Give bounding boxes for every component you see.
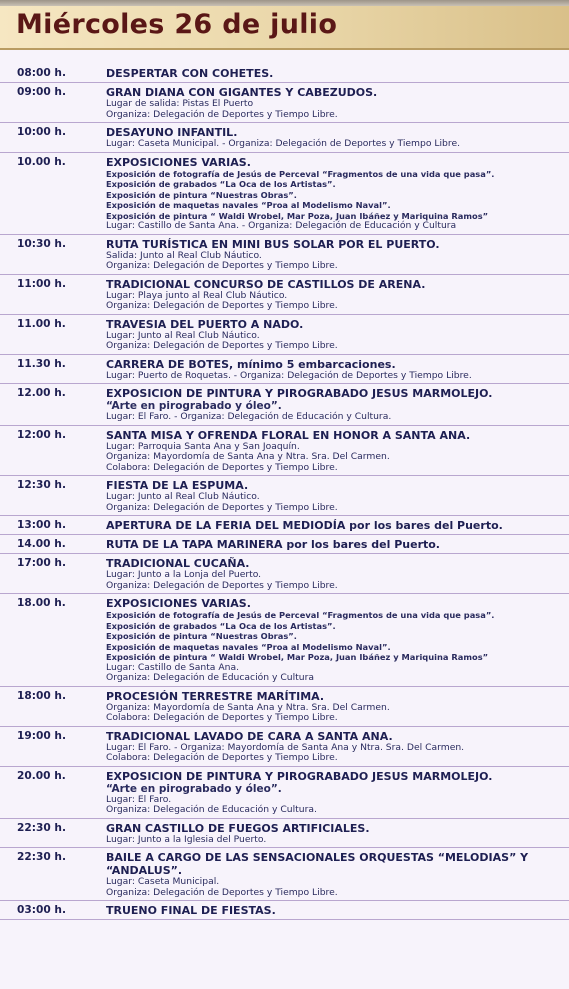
event-detail-line: Lugar: Junto al Real Club Náutico.	[106, 491, 260, 502]
event-content	[106, 156, 569, 232]
event-content	[106, 387, 569, 423]
event-row	[0, 426, 569, 477]
event-row	[0, 153, 569, 235]
event-title: BAILE A CARGO DE LAS SENSACIONALES ORQUESTAS “MELODIAS” Y “ANDALUS”.	[106, 851, 529, 877]
event-row	[0, 819, 569, 849]
event-detail-line: Exposición de grabados “La Oca de los Artistas”.	[106, 179, 336, 189]
event-detail-line: Exposición de pintura “Nuestras Obras”.	[106, 189, 297, 200]
event-detail-line: Lugar: El Faro. - Organiza: Mayordomía de Santa Ana y Ntra. Sra. Del Carmen.	[106, 741, 465, 753]
event-detail-line: “Arte en pirograbado y óleo”.	[106, 782, 282, 795]
event-row	[0, 727, 569, 767]
event-detail-line: Exposición de grabados “La Oca de los Artistas”.	[106, 620, 336, 631]
event-detail-line: Lugar: Castillo de Santa Ana. - Organiza: Delegación de Educación y Cultura	[106, 220, 457, 231]
event-content	[106, 822, 569, 846]
event-title: TRADICIONAL CUCAÑA.	[106, 557, 250, 570]
event-row	[0, 275, 569, 315]
event-detail-line: Exposición de fotografía de Jesús de Perceval “Fragmentos de una vida que pasa”.	[106, 168, 495, 179]
event-time: 12:00 h.	[17, 428, 66, 441]
event-detail-line: Lugar: Puerto de Roquetas. - Organiza: Delegación de Deportes y Tiempo Libre.	[106, 369, 472, 381]
event-row	[0, 901, 569, 920]
event-time: 08:00 h.	[17, 67, 66, 79]
event-detail-line: Lugar: Playa junto al Real Club Náutico.	[106, 289, 288, 301]
event-content	[106, 429, 569, 474]
event-detail-line: Organiza: Delegación de Deportes y Tiempo Libre.	[106, 108, 338, 120]
event-detail-line: Salida: Junto al Real Club Náutico.	[106, 249, 262, 261]
event-title: EXPOSICION DE PINTURA Y PIROGRABADO JESUS MARMOLEJO.	[106, 387, 493, 400]
event-time: 19:00 h.	[17, 729, 66, 742]
event-content	[106, 770, 569, 816]
page-header	[0, 6, 569, 50]
event-title: TRAVESIA DEL PUERTO A NADO.	[106, 317, 304, 331]
event-title: EXPOSICION DE PINTURA Y PIROGRABADO JESUS MARMOLEJO.	[106, 769, 493, 783]
event-time: 10.00 h.	[17, 155, 66, 168]
event-detail-line: Exposición de maquetas navales “Proa al Modelismo Naval”.	[106, 200, 391, 210]
event-detail-line: Organiza: Delegación de Educación y Cultura	[106, 672, 315, 683]
event-row	[0, 687, 569, 727]
event-content	[106, 358, 569, 382]
event-row	[0, 554, 569, 594]
event-detail-line: Colabora: Delegación de Deportes y Tiempo Libre.	[106, 752, 338, 763]
event-time: 12.00 h.	[17, 387, 66, 399]
event-detail-line: Lugar: Junto a la Lonja del Puerto.	[106, 569, 262, 580]
event-detail-line: Exposición de pintura “ Waldi Wrobel, Mar Poza, Juan Ibáñez y Mariquina Ramos”	[106, 652, 489, 662]
event-detail-line: Organiza: Delegación de Deportes y Tiempo Libre.	[106, 260, 338, 271]
event-time: 11.00 h.	[17, 317, 66, 330]
event-row	[0, 848, 569, 901]
event-content	[106, 479, 569, 513]
event-schedule	[0, 64, 569, 920]
event-title: RUTA TURÍSTICA EN MINI BUS SOLAR POR EL PUERTO.	[106, 237, 440, 251]
event-time: 20.00 h.	[17, 769, 66, 782]
event-row	[0, 535, 569, 554]
event-detail-line: Organiza: Delegación de Educación y Cultura.	[106, 804, 317, 815]
event-content	[106, 557, 569, 591]
event-title: DESAYUNO INFANTIL.	[106, 126, 238, 139]
event-detail-line: Organiza: Delegación de Deportes y Tiempo Libre.	[106, 300, 338, 311]
event-title: PROCESIÓN TERRESTRE MARÍTIMA.	[106, 689, 325, 703]
event-title: GRAN DIANA CON GIGANTES Y CABEZUDOS.	[106, 86, 378, 99]
event-time: 17:00 h.	[17, 557, 66, 569]
event-time: 13:00 h.	[17, 519, 66, 531]
event-row	[0, 315, 569, 355]
event-content	[106, 690, 569, 724]
event-detail-line: Exposición de maquetas navales “Proa al Modelismo Naval”.	[106, 641, 391, 652]
event-row	[0, 235, 569, 275]
event-content	[106, 904, 569, 917]
event-detail-line: Lugar: Junto al Real Club Náutico.	[106, 329, 260, 341]
event-row	[0, 516, 569, 535]
event-content	[106, 597, 569, 684]
event-content	[106, 67, 569, 80]
event-content	[106, 730, 569, 764]
event-content	[106, 318, 569, 352]
event-row	[0, 476, 569, 516]
event-detail-line: Colabora: Delegación de Deportes y Tiempo Libre.	[106, 712, 338, 723]
event-detail-line: Colabora: Delegación de Deportes y Tiempo Libre.	[106, 461, 338, 473]
event-time: 11.30 h.	[17, 357, 66, 370]
event-detail-line: Lugar: Caseta Municipal. - Organiza: Delegación de Deportes y Tiempo Libre.	[106, 138, 461, 149]
event-detail-line: Exposición de fotografía de Jesús de Perceval “Fragmentos de una vida que pasa”.	[106, 610, 495, 620]
event-detail-line: Exposición de pintura “Nuestras Obras”.	[106, 631, 297, 641]
event-content	[106, 519, 569, 532]
event-row	[0, 767, 569, 819]
event-time: 10:00 h.	[17, 126, 66, 138]
event-detail-line: “Arte en pirograbado y óleo”.	[106, 400, 282, 412]
event-row	[0, 83, 569, 123]
event-time: 22:30 h.	[17, 851, 66, 863]
event-content	[106, 851, 569, 898]
event-time: 18.00 h.	[17, 597, 66, 609]
event-time: 14.00 h.	[17, 538, 66, 550]
event-row	[0, 64, 569, 83]
event-detail-line: Lugar: Castillo de Santa Ana.	[106, 661, 240, 673]
event-detail-line: Organiza: Delegación de Deportes y Tiempo Libre.	[106, 501, 338, 513]
event-detail-line: Organiza: Mayordomía de Santa Ana y Ntra. Sra. Del Carmen.	[106, 451, 390, 462]
event-time: 09:00 h.	[17, 86, 66, 98]
event-time: 03:00 h.	[17, 904, 66, 916]
event-content	[106, 538, 569, 551]
event-title: GRAN CASTILLO DE FUEGOS ARTIFICIALES.	[106, 821, 370, 835]
event-title: SANTA MISA Y OFRENDA FLORAL EN HONOR A SANTA ANA.	[106, 428, 471, 442]
event-title: EXPOSICIONES VARIAS.	[106, 155, 251, 169]
event-content	[106, 86, 569, 120]
event-row	[0, 594, 569, 687]
event-detail-line: Lugar: Caseta Municipal.	[106, 876, 220, 887]
event-row	[0, 123, 569, 153]
event-content	[106, 126, 569, 150]
page-title: Miércoles 26 de julio	[16, 9, 338, 40]
event-title: FIESTA DE LA ESPUMA.	[106, 479, 249, 492]
event-title: CARRERA DE BOTES, mínimo 5 embarcaciones.	[106, 357, 396, 371]
event-detail-line: Lugar de salida: Pistas El Puerto	[106, 98, 254, 109]
event-title: APERTURA DE LA FERIA DEL MEDIODÍA por los bares del Puerto.	[106, 519, 503, 532]
event-time: 18:00 h.	[17, 689, 66, 702]
event-time: 22:30 h.	[17, 821, 66, 834]
event-detail-line: Lugar: Parroquia Santa Ana y San Joaquín.	[106, 440, 300, 452]
event-title: EXPOSICIONES VARIAS.	[106, 597, 251, 610]
event-detail-line: Lugar: El Faro.	[106, 793, 172, 805]
event-title: DESPERTAR CON COHETES.	[106, 67, 274, 80]
event-time: 11:00 h.	[17, 277, 66, 290]
event-content	[106, 238, 569, 272]
event-detail-line: Lugar: Junto a la Iglesia del Puerto.	[106, 833, 267, 845]
event-time: 12:30 h.	[17, 479, 66, 491]
event-detail-line: Organiza: Delegación de Deportes y Tiempo Libre.	[106, 340, 338, 351]
event-title: RUTA DE LA TAPA MARINERA por los bares del Puerto.	[106, 538, 440, 551]
event-title: TRADICIONAL CONCURSO DE CASTILLOS DE ARENA.	[106, 277, 426, 291]
event-title: TRUENO FINAL DE FIESTAS.	[106, 904, 276, 917]
event-row	[0, 355, 569, 385]
event-detail-line: Lugar: El Faro. - Organiza: Delegación de Educación y Cultura.	[106, 411, 392, 422]
event-detail-line: Organiza: Delegación de Deportes y Tiempo Libre.	[106, 886, 338, 898]
event-detail-line: Organiza: Mayordomía de Santa Ana y Ntra. Sra. Del Carmen.	[106, 701, 390, 713]
event-time: 10:30 h.	[17, 237, 66, 250]
event-title: TRADICIONAL LAVADO DE CARA A SANTA ANA.	[106, 729, 393, 743]
event-detail-line: Exposición de pintura “ Waldi Wrobel, Mar Poza, Juan Ibáñez y Mariquina Ramos”	[106, 210, 489, 221]
event-detail-line: Organiza: Delegación de Deportes y Tiempo Libre.	[106, 579, 338, 591]
event-row	[0, 384, 569, 426]
event-content	[106, 278, 569, 312]
